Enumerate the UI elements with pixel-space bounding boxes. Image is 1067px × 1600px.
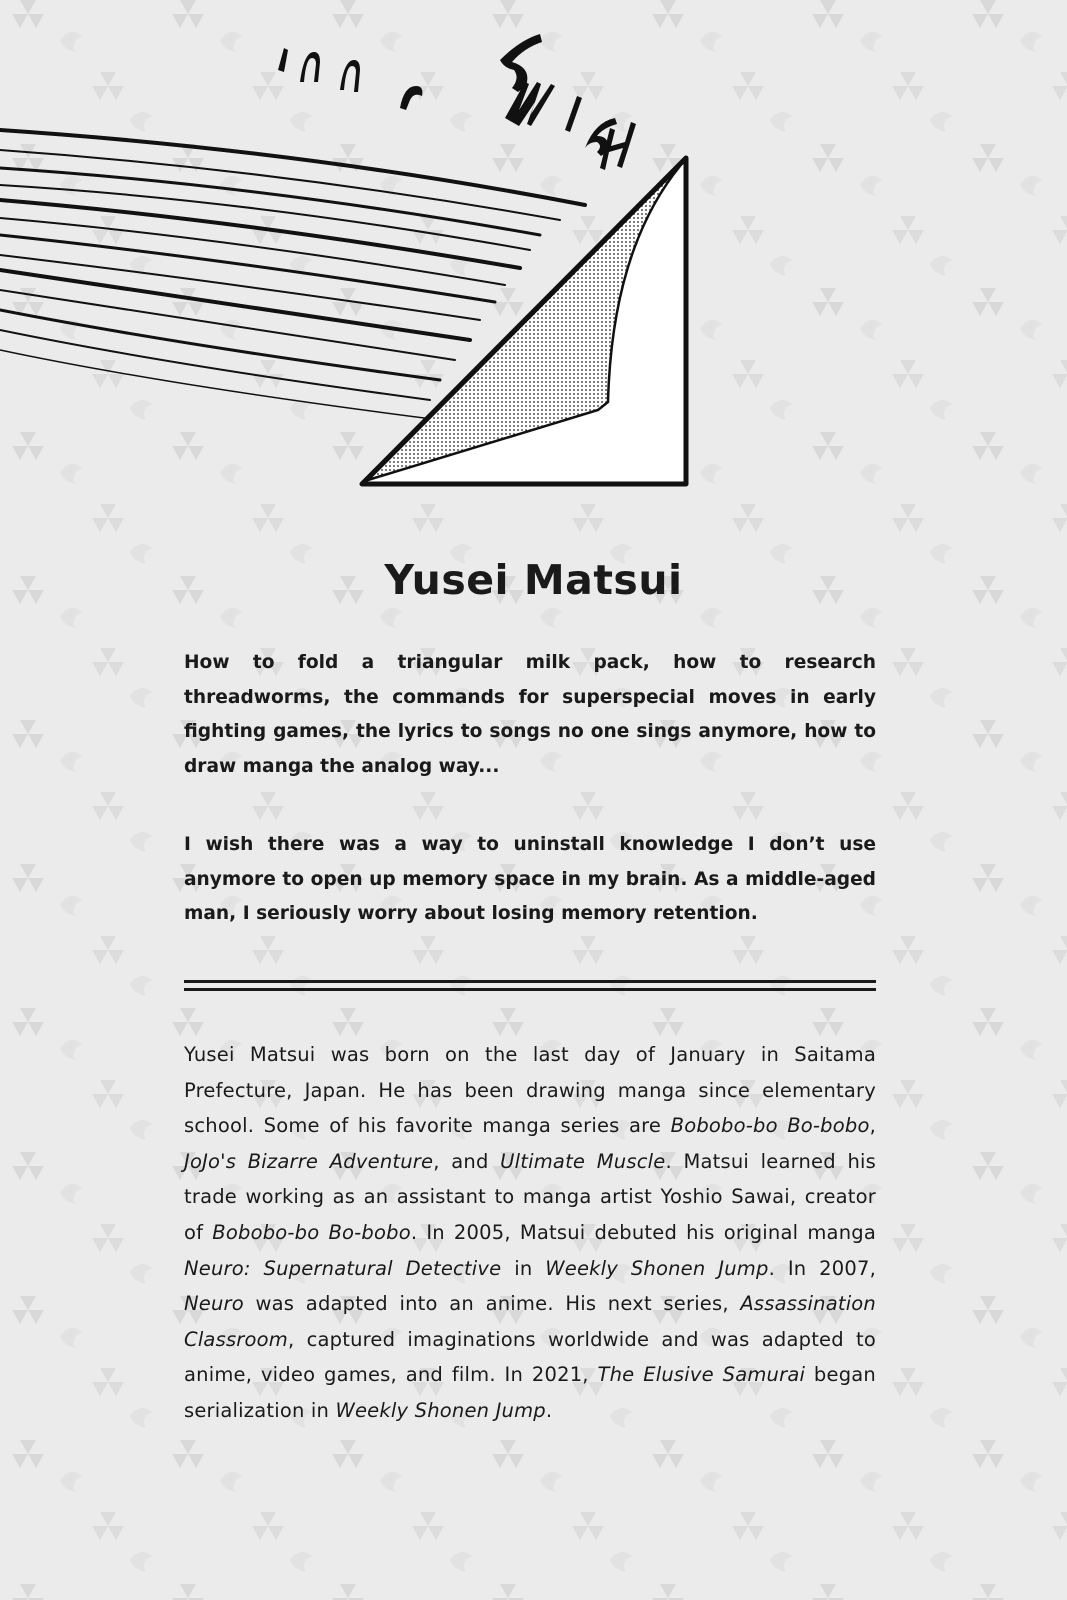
series-title: Bobobo-bo Bo-bobo bbox=[670, 1114, 870, 1138]
author-name-title: Yusei Matsui bbox=[384, 556, 683, 604]
series-title: JoJo's Bizarre Adventure bbox=[184, 1149, 434, 1173]
series-title: The Elusive Samurai bbox=[597, 1363, 806, 1387]
milk-pack-triangle bbox=[362, 158, 686, 484]
author-biography: Yusei Matsui was born on the last day of January in Saitama Prefecture, Japan. He has been drawing manga since elementary school. Some of his favorite manga series are Bobobo-bo Bo-bobo, JoJo's Bizarre Adventure, and Ultimate Muscle. Matsui learned his trade working as an assistant to manga artist Yoshio Sawai, creator of Bobobo-bo Bo-bobo. In 2005, Matsui debuted his original manga Neuro: Supernatural Detective in Weekly Shonen Jump. In 2007, Neuro was adapted into an anime. His next series, Assassination Classroom, captured imaginations worldwide and was adapted to anime, video games, and film. In 2021, The Elusive Samurai began serialization in Weekly Shonen Jump. bbox=[184, 1043, 877, 1422]
author-comment-paragraph: How to fold a triangular milk pack, how to research threadworms, the commands for superspecial moves in early fighting games, the lyrics to songs no one sings anymore, how to draw manga the analog way... bbox=[184, 652, 876, 777]
series-title: Neuro: Supernatural Detective bbox=[184, 1256, 502, 1280]
series-title: Neuro bbox=[184, 1292, 244, 1316]
divider-line bbox=[184, 988, 876, 991]
swish-milk-pack-illustration bbox=[0, 0, 1067, 510]
author-comment-paragraph: I wish there was a way to uninstall knowledge I don’t use anymore to open up memory space in my brain. As a middle-aged man, I seriously worry about losing memory retention. bbox=[184, 834, 876, 924]
series-title: Bobobo-bo Bo-bobo bbox=[212, 1220, 411, 1244]
swish-sfx bbox=[278, 34, 636, 170]
series-title: Ultimate Muscle bbox=[500, 1149, 666, 1173]
series-title: Assassination Classroom bbox=[184, 1292, 876, 1351]
magazine-title: Weekly Shonen Jump bbox=[545, 1256, 769, 1280]
divider-line bbox=[184, 980, 876, 983]
magazine-title: Weekly Shonen Jump bbox=[335, 1398, 546, 1422]
